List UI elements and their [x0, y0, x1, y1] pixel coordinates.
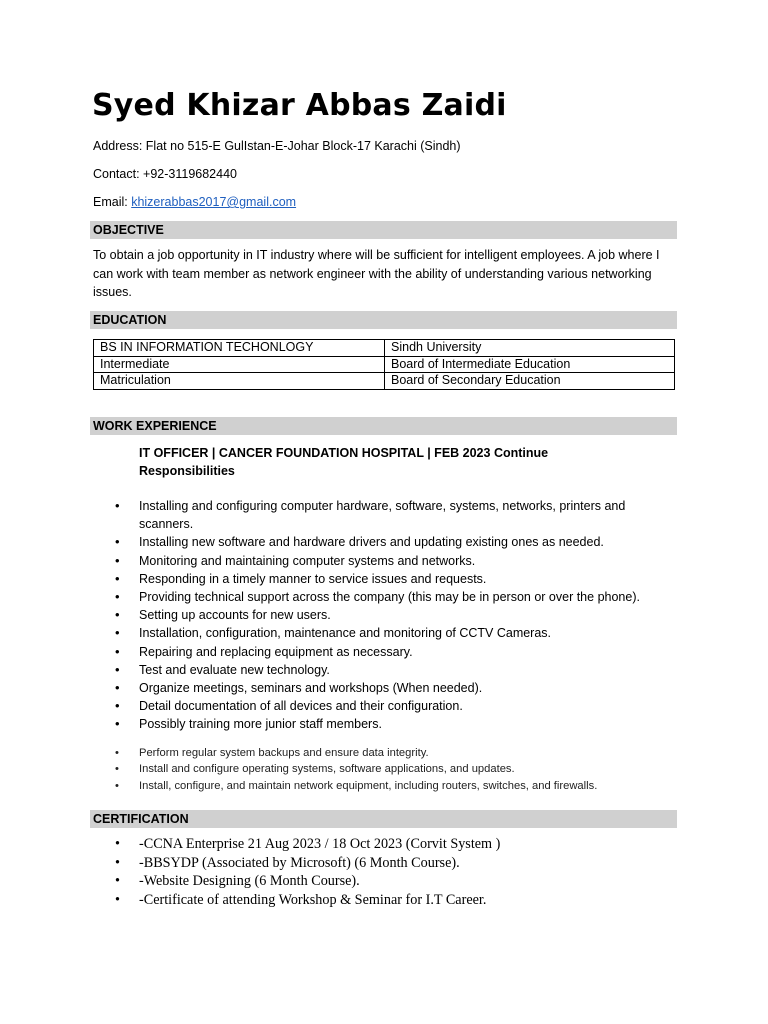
- address-line: Address: Flat no 515-E GulIstan-E-Johar Block-17 Karachi (Sindh): [93, 139, 461, 153]
- list-item: • Detail documentation of all devices and their configuration.: [114, 697, 674, 715]
- institution-cell: Sindh University: [385, 340, 675, 357]
- list-item: • Repairing and replacing equipment as necessary.: [114, 643, 674, 661]
- list-item: • Setting up accounts for new users.: [114, 606, 674, 624]
- objective-text: To obtain a job opportunity in IT industry where will be sufficient for intelligent employees. A job where I can work with team member as network engineer with the ability of understanding various networking issues.: [93, 248, 660, 299]
- education-heading: EDUCATION: [90, 311, 677, 329]
- additional-responsibilities-list: [114, 745, 684, 794]
- work-experience-heading: WORK EXPERIENCE: [90, 417, 677, 435]
- list-item: • -BBSYDP (Associated by Microsoft) (6 Month Course).: [114, 854, 684, 873]
- institution-cell: Board of Secondary Education: [385, 373, 675, 390]
- list-item: • Installing new software and hardware drivers and updating existing ones as needed.: [114, 533, 674, 551]
- list-item: • Install and configure operating systems, software applications, and updates.: [114, 761, 684, 777]
- list-item: • Installation, configuration, maintenance and monitoring of CCTV Cameras.: [114, 624, 674, 642]
- email-label: Email:: [93, 195, 132, 209]
- contact-line: Contact: +92-3119682440: [93, 167, 237, 181]
- job-title-block: [139, 444, 548, 480]
- list-item: • Providing technical support across the company (this may be in person or over the phone).: [114, 588, 674, 606]
- responsibilities-list: [114, 497, 674, 734]
- list-item: • Installing and configuring computer hardware, software, systems, networks, printers and scanners.: [114, 497, 674, 533]
- degree-cell: Intermediate: [94, 356, 385, 373]
- list-item: • -Website Designing (6 Month Course).: [114, 872, 684, 891]
- degree-cell: BS IN INFORMATION TECHONLOGY: [94, 340, 385, 357]
- email-link[interactable]: khizerabbas2017@gmail.com: [131, 195, 297, 209]
- list-item: • -CCNA Enterprise 21 Aug 2023 / 18 Oct 2023 (Corvit System ): [114, 835, 684, 854]
- list-item: • Organize meetings, seminars and workshops (When needed).: [114, 679, 674, 697]
- table-row: [94, 356, 675, 373]
- degree-cell: Matriculation: [94, 373, 385, 390]
- list-item: • Install, configure, and maintain network equipment, including routers, switches, and firewalls.: [114, 778, 684, 794]
- education-table: [93, 339, 675, 390]
- list-item: • Test and evaluate new technology.: [114, 661, 674, 679]
- list-item: • Monitoring and maintaining computer systems and networks.: [114, 552, 674, 570]
- list-item: • Possibly training more junior staff members.: [114, 715, 674, 733]
- certification-list: [114, 835, 684, 909]
- list-item: • -Certificate of attending Workshop & Seminar for I.T Career.: [114, 891, 684, 910]
- certification-heading: CERTIFICATION: [90, 810, 677, 828]
- list-item: • Responding in a timely manner to service issues and requests.: [114, 570, 674, 588]
- table-row: [94, 340, 675, 357]
- table-row: [94, 373, 675, 390]
- email-line: [93, 195, 296, 209]
- institution-cell: Board of Intermediate Education: [385, 356, 675, 373]
- list-item: • Perform regular system backups and ensure data integrity.: [114, 745, 684, 761]
- job-title: IT OFFICER | CANCER FOUNDATION HOSPITAL | FEB 2023 Continue: [139, 446, 549, 460]
- responsibilities-label: Responsibilities: [139, 464, 235, 478]
- objective-heading: OBJECTIVE: [90, 221, 677, 239]
- candidate-name: Syed Khizar Abbas Zaidi: [92, 88, 507, 123]
